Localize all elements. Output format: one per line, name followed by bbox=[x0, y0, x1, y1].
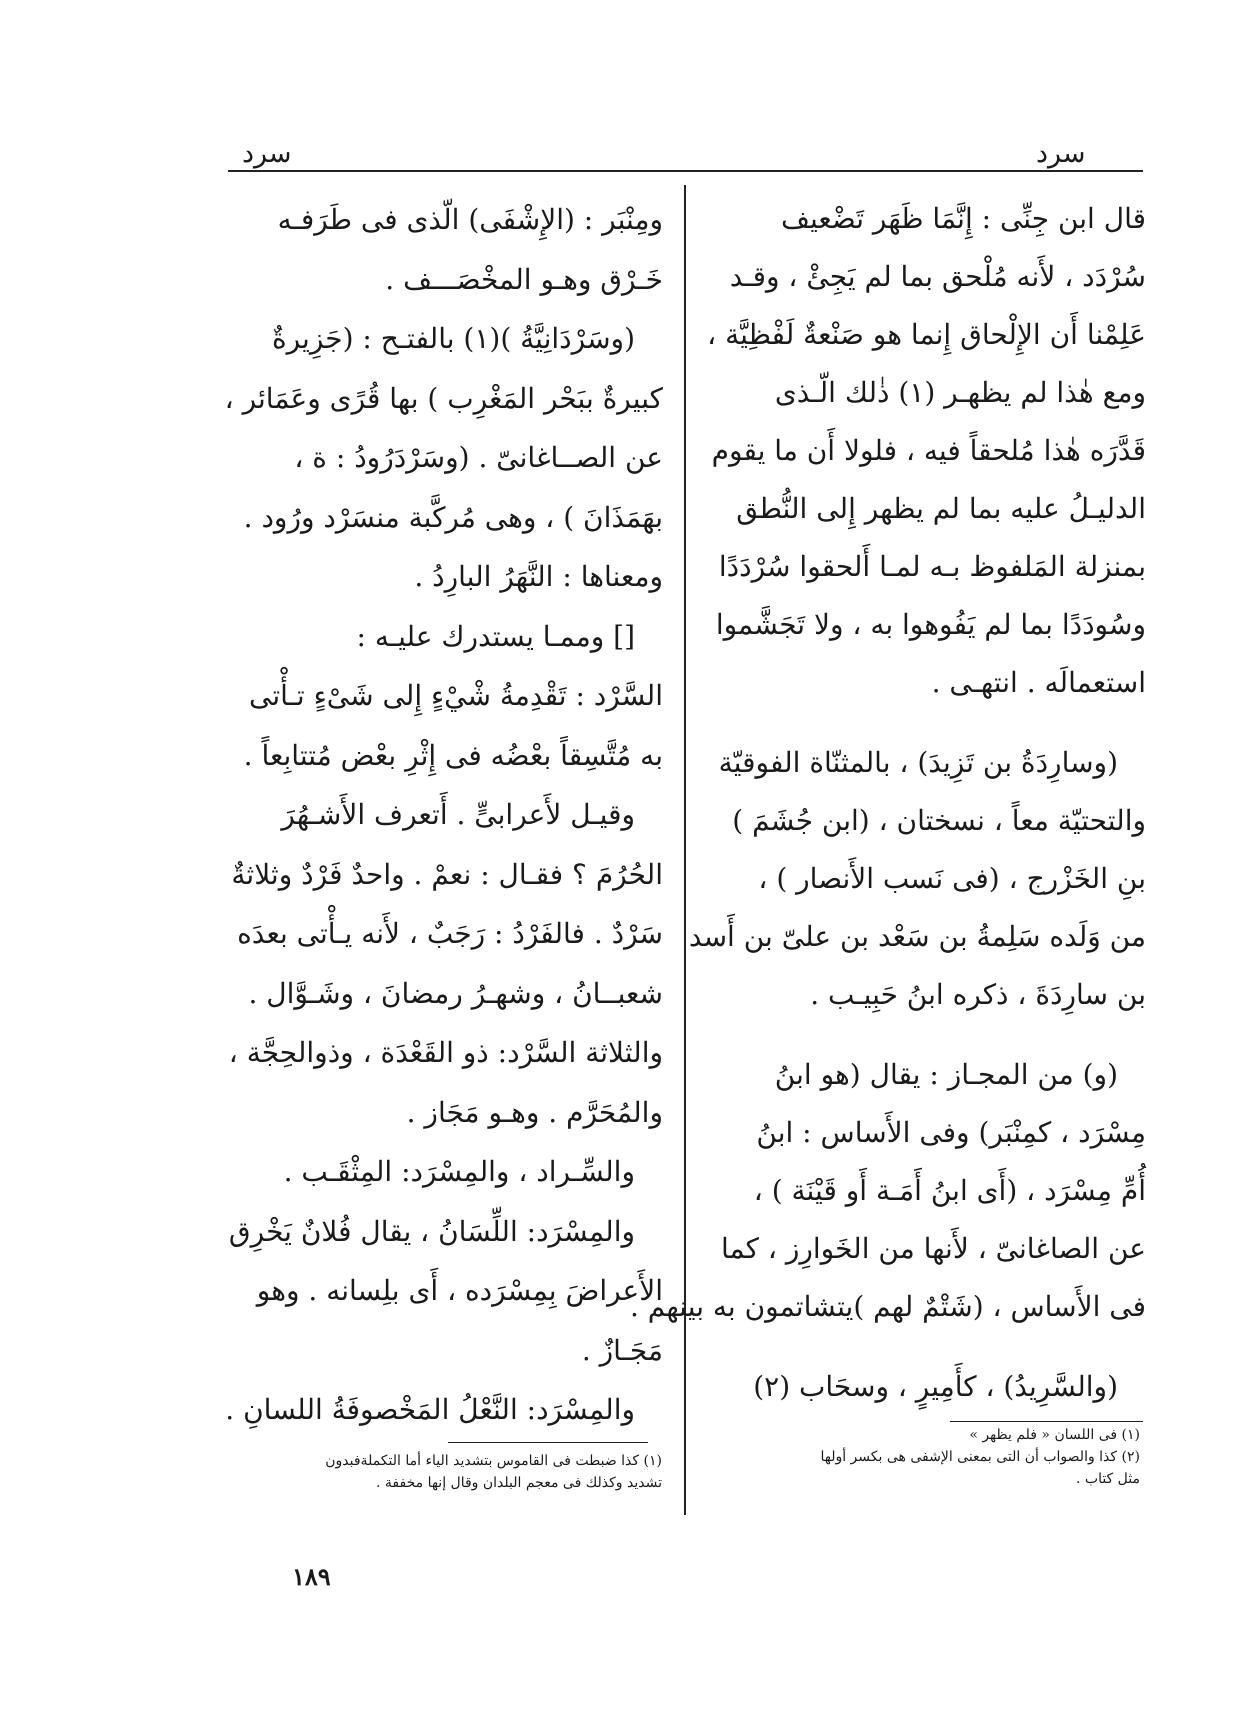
text-line: أُمِّ مِسْرَد ، (أَى ابنُ أَمَـة أَو قَيْنَة ) ، bbox=[753, 1174, 1146, 1207]
text-line: سَرْدٌ . فالفَرْدُ : رَجَبٌ ، لأَنه يـأْتى بعدَه bbox=[237, 917, 663, 950]
page-number: ١٨٩ bbox=[292, 1562, 331, 1591]
left-column bbox=[225, 190, 663, 1440]
text-line: الأَعراضَ بِمِسْرَده ، أَى بلِسانه . وهو bbox=[256, 1274, 663, 1307]
paragraph-gap bbox=[718, 1336, 1146, 1358]
text-line: فى الأَساس ، (شَتْمٌ لهم )يتشاتمون به بينهم . bbox=[629, 1290, 1146, 1323]
footnote-rule-right bbox=[950, 1421, 1143, 1422]
footnote-line: تشديد وكذلك فى معجم البلدان وقال إنها مخففة . bbox=[376, 1475, 662, 1491]
text-line: بن سارِدَةَ ، ذكره ابنُ حَبِيـب . bbox=[810, 978, 1146, 1011]
footnote-line: (١) فى اللسان « فلم يظهر » bbox=[969, 1427, 1140, 1443]
text-line: كبيرةٌ ببَحْر المَغْرِب ) بها قُرًى وعَمَائر ، bbox=[224, 381, 663, 415]
text-line: والمُحَرَّم . وهـو مَجَاز . bbox=[406, 1095, 663, 1129]
paragraph-gap bbox=[718, 712, 1146, 734]
footnote-rule-left bbox=[448, 1442, 648, 1443]
text-line: بهَمَذَانَ ) ، وهى مُركَّبة منسَرْد ورُود . bbox=[243, 500, 663, 534]
text-line: سُرْدَد ، لأَنه مُلْحق بما لم يَجِئْ ، وقـد bbox=[729, 260, 1146, 293]
text-line: الحُرُمَ ؟ فقـال : نعمْ . واحدٌ فَرْدٌ وثلاثةٌ bbox=[231, 857, 663, 891]
text-line: بمنزلة المَلفوظ بـه لمـا أَلحقوا سُرْدَدًا bbox=[718, 550, 1146, 583]
text-line: والمِسْرَد: اللِّسَانُ ، يقال فُلانٌ يَخْرِق bbox=[228, 1214, 635, 1248]
text-line: السَّرْد : تَقْدِمةُ شْيْءٍ إِلى شَىْءٍ تـأْتى bbox=[249, 679, 663, 712]
text-line: مِسْرَد ، كمِنْبَر) وفى الأَساس : ابنُ bbox=[756, 1116, 1146, 1149]
text-line: الدليـلُ عليه بما لم يظهر إِلى النُّطق bbox=[736, 492, 1146, 525]
footnote-line: (٢) كذا والصواب أن التى بمعنى الإشفى هى بكسر أولها bbox=[820, 1449, 1140, 1465]
text-line: وسُودَدًا بما لم يَفُوهوا به ، ولا تَجَشَّموا bbox=[715, 608, 1146, 641]
text-line: بنِ الخَزْرج ، (فى نَسب الأَنصار ) ، bbox=[758, 862, 1146, 895]
footnotes-right bbox=[720, 1424, 1140, 1490]
text-line: خَـرْق وهـو المخْصَـــف . bbox=[385, 262, 663, 296]
header-rule bbox=[228, 170, 1143, 172]
text-line: والمِسْرَد: النَّعْلُ المَخْصوفَةُ اللسانِ . bbox=[225, 1393, 635, 1426]
paragraph-gap bbox=[718, 1024, 1146, 1046]
text-line: والثلاثة السَّرْد: ذو القَعْدَة ، وذوالحِجَّة ، bbox=[228, 1036, 663, 1069]
text-line: شعبــانُ ، وشهـرُ رمضانَ ، وشَـوَّال . bbox=[248, 976, 663, 1010]
text-line: ومع هٰذا لم يظهـر (١) ذٰلك الّـذى bbox=[774, 376, 1146, 409]
text-line: (و) من المجـاز : يقال (هو ابنُ bbox=[774, 1058, 1118, 1091]
text-line: والتحتيّة معاً ، نسختان ، (ابن جُشَمَ ) bbox=[732, 804, 1146, 837]
text-line: وقيـل لأَعرابىٍّ . أَتعرف الأَشـهُرَ bbox=[281, 798, 635, 831]
right-column bbox=[629, 190, 1146, 1416]
text-line: من وَلَده سَلِمةُ بن سَعْد بن علىّ بن أَسد bbox=[688, 920, 1146, 953]
header-right-keyword: سرد bbox=[1036, 138, 1086, 169]
text-line: ومِنْبَر : (الإِشْفَى) الّذى فى طَرَفـه bbox=[277, 203, 663, 236]
text-line: مَجَـازٌ . bbox=[581, 1333, 663, 1367]
text-line: استعمالَه . انتهـى . bbox=[931, 666, 1146, 699]
text-line: قال ابن جِنِّى : إِنَّمَا ظَهَر تَضْعيف bbox=[780, 202, 1146, 235]
text-line: (والسَّرِيدُ) ، كأَمِيرٍ ، وسحَاب (٢) bbox=[753, 1370, 1118, 1403]
text-line: [] وممـا يستدرك عليـه : bbox=[356, 619, 635, 653]
text-line: (وسَرْدَانِيَّةُ )(١) بالفتـح : (جَزِيرةٌ bbox=[271, 322, 635, 355]
text-line: ومعناها : النَّهَرُ البارِدُ . bbox=[414, 560, 663, 593]
text-line: عَلِمْنا أَن الإِلْحاق إِنما هو صَنْعةٌ لَفْظِيَّة ، bbox=[707, 318, 1146, 351]
text-line: عن الصــاغانىّ . (وسَرْدَرُودُ : ة ، bbox=[294, 441, 663, 474]
text-line: عن الصاغانىّ ، لأَنها من الخَوارِز ، كما bbox=[720, 1232, 1146, 1265]
header-left-keyword: سرد bbox=[242, 138, 292, 169]
text-line: (وسارِدَةُ بن تَزِيدَ) ، بالمثنّاة الفوقيّة bbox=[718, 746, 1118, 779]
text-line: والسِّـراد ، والمِسْرَد: المِثْقَـب . bbox=[283, 1155, 635, 1188]
footnotes-left bbox=[226, 1450, 662, 1494]
footnote-line: (١) كذا ضبطت فى القاموس بتشديد الياء أما التكملةفبدون bbox=[325, 1453, 662, 1469]
text-line: به مُتَّسِقاً بعْضُه فى إِثْرِ بعْض مُتتابِعاً . bbox=[243, 738, 663, 772]
footnote-line: مثل كتاب . bbox=[1075, 1471, 1140, 1487]
text-line: قَدَّرَه هٰذا مُلحقاً فيه ، فلولا أَن ما يقوم bbox=[711, 434, 1146, 467]
